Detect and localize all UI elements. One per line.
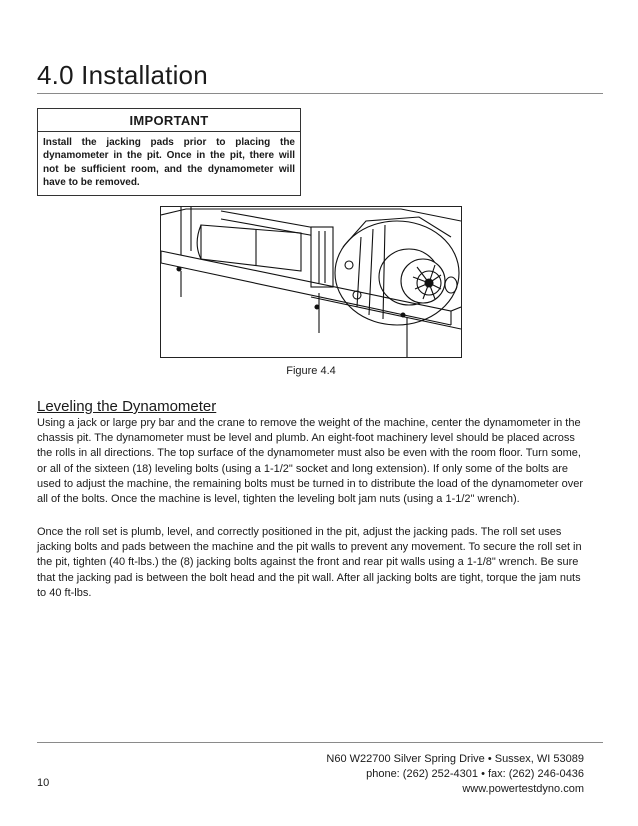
- important-label: IMPORTANT: [38, 109, 300, 132]
- figure-caption: Figure 4.4: [286, 365, 336, 377]
- important-notice-box: [37, 108, 301, 196]
- footer-divider: [37, 742, 603, 743]
- footer-contact: [326, 752, 584, 797]
- page-number: 10: [37, 777, 50, 789]
- title-divider: [37, 93, 603, 94]
- section-heading: Leveling the Dynamometer: [37, 398, 217, 415]
- paragraph-2: Once the roll set is plumb, level, and correctly positioned in the pit, adjust the jacking pads. The roll set uses jacking bolts and pads between the machine and the pit walls to prevent any movement. To secure the roll set in the pit, tighten (40 ft-lbs.) the (8) jacking bolts against the front and rear pit walls using a 1-1/8" wrench. Be sure that the jacking pad is between the bolt head and the pit wall. After all jacking bolts are tight, torque the jam nuts to 40 ft-lbs.: [37, 526, 582, 599]
- figure-dynamometer-illustration: [160, 206, 462, 358]
- paragraph-1: Using a jack or large pry bar and the crane to remove the weight of the machine, center the dynamometer in the chassis pit. The dynamometer must be level and plumb. An eight-foot machinery level should be placed across the rolls in all directions. The top surface of the dynamometer must also be even with the room floor. Turn some, or all of the sixteen (18) leveling bolts (using a 1-1/2" socket and long extension). If only some of the bolts are used to adjust the machine, the remaining bolts must be turned in to distribute the load of the dynamometer over all of the bolts. Once the machine is level, tighten the leveling bolt jam nuts (using a 1-1/2" wrench).: [37, 417, 584, 506]
- page-title: 4.0 Installation: [37, 60, 208, 90]
- footer-address: N60 W22700 Silver Spring Drive • Sussex, WI 53089: [326, 753, 584, 765]
- footer-website: www.powertestdyno.com: [462, 783, 584, 795]
- dynamometer-line-drawing: [161, 207, 461, 357]
- important-text: Install the jacking pads prior to placing the dynamometer in the pit. Once in the pit, there will not be sufficient room, and the dynamometer will have to be removed.: [43, 137, 295, 188]
- footer-phone: phone: (262) 252-4301 • fax: (262) 246-0436: [366, 768, 584, 780]
